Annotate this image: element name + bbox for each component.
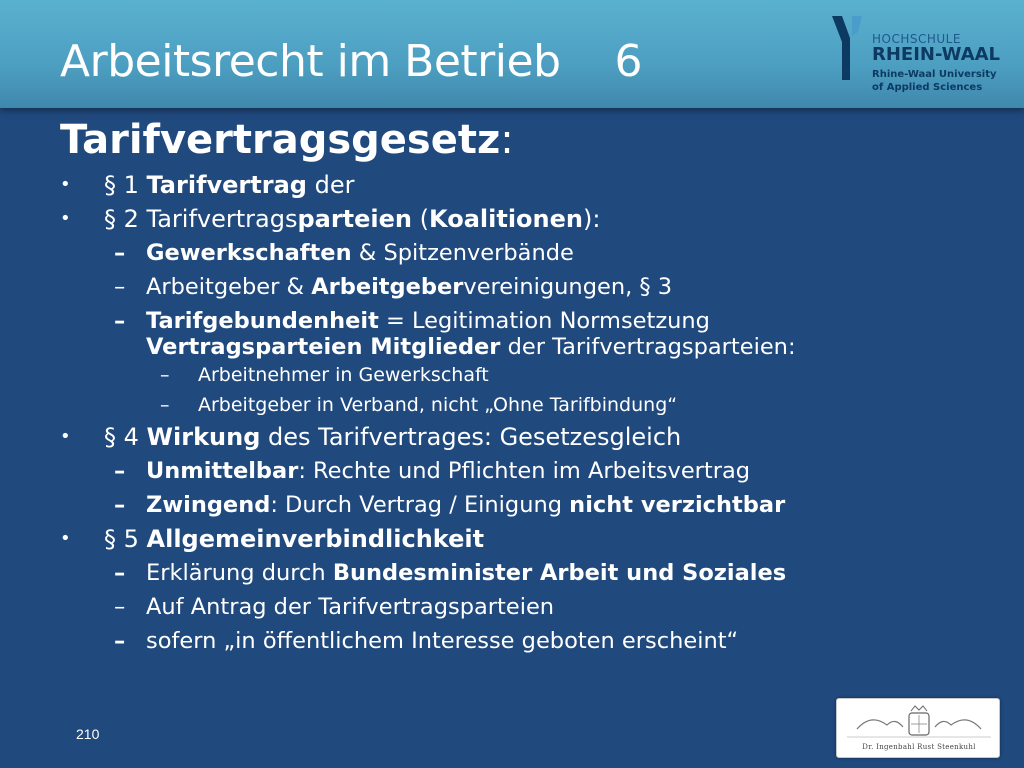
item-bold: Unmittelbar <box>146 458 299 484</box>
list-item <box>60 454 1010 488</box>
dash-marker: – <box>114 628 126 654</box>
item-text: Arbeitgeber & <box>146 274 312 300</box>
content-heading <box>60 114 1010 166</box>
page-number: 210 <box>76 726 100 742</box>
dash-marker: – <box>114 458 126 484</box>
logo-line-2: RHEIN-WAAL <box>872 44 1001 65</box>
item-bold: Bundesminister Arbeit und Soziales <box>332 560 787 586</box>
item-text: = Legitimation Normsetzung <box>378 308 710 334</box>
item-bold: Allgemeinverbindlichkeit <box>146 525 485 553</box>
y-logo-icon <box>828 12 868 84</box>
slide-content <box>60 114 1010 658</box>
heading-text: Tarifvertragsgesetz <box>60 117 501 163</box>
item-bold: Tarifvertrag <box>146 171 307 199</box>
item-text: des Tarifvertrages: Gesetzesgleich <box>260 423 682 451</box>
logo-line-1: HOCHSCHULE <box>872 32 961 46</box>
list-item <box>60 360 1010 390</box>
list-item <box>60 556 1010 590</box>
item-text: § 2 Tarifvertrags <box>104 205 298 233</box>
dash-marker: – <box>114 274 126 300</box>
coat-of-arms-icon <box>837 703 1001 743</box>
bullet-marker: • <box>60 208 71 229</box>
item-text: & Spitzenverbände <box>351 240 574 266</box>
dash-marker: – <box>160 394 170 416</box>
slide-title: Arbeitsrecht im Betrieb 6 <box>60 36 642 87</box>
item-text: § 1 <box>104 171 147 199</box>
list-item <box>60 420 1010 454</box>
heading-colon: : <box>500 117 514 163</box>
item-text: der Tarifvertragsparteien: <box>500 334 796 360</box>
item-text: sofern „in öffentlichem Interesse geboten erscheint“ <box>146 628 739 654</box>
dash-marker: – <box>114 240 126 266</box>
university-logo <box>828 12 1008 96</box>
item-text: Arbeitgeber in Verband, nicht „Ohne Tarifbindung“ <box>198 394 678 416</box>
item-text: der <box>306 171 355 199</box>
item-bold: Vertragsparteien Mitglieder <box>146 334 501 360</box>
bullet-marker: • <box>60 528 71 549</box>
list-item <box>60 168 1010 202</box>
item-continuation <box>146 334 1010 360</box>
dash-marker: – <box>114 308 126 334</box>
dash-marker: – <box>160 364 170 386</box>
logo-line-4: of Applied Sciences <box>872 82 983 93</box>
stamp-caption: Dr. Ingenbahl Rust Steenkuhl <box>862 743 976 751</box>
list-item <box>60 522 1010 556</box>
item-bold: Koalitionen <box>429 205 583 233</box>
item-text: : Rechte und Pflichten im Arbeitsvertrag <box>298 458 751 484</box>
list-item <box>60 488 1010 522</box>
item-bold: Tarifgebundenheit <box>146 308 379 334</box>
list-item <box>60 304 1010 360</box>
item-text: ): <box>582 205 601 233</box>
item-bold: Zwingend <box>146 492 271 518</box>
item-text: Arbeitnehmer in Gewerkschaft <box>198 364 489 386</box>
list-item <box>60 270 1010 304</box>
slide-header <box>0 0 1024 108</box>
list-item <box>60 624 1010 658</box>
item-text: vereinigungen, § 3 <box>463 274 673 300</box>
item-text: § 5 <box>104 525 147 553</box>
item-bold: parteien <box>297 205 413 233</box>
author-stamp <box>836 698 1000 758</box>
list-item <box>60 390 1010 420</box>
item-bold: Gewerkschaften <box>146 240 352 266</box>
list-item <box>60 590 1010 624</box>
item-text: Erklärung durch <box>146 560 333 586</box>
item-bold: Arbeitgeber <box>311 274 464 300</box>
item-bold: Wirkung <box>146 423 261 451</box>
item-text: ( <box>412 205 430 233</box>
bullet-marker: • <box>60 426 71 447</box>
logo-line-3: Rhine-Waal University <box>872 69 997 80</box>
item-text: § 4 <box>104 423 147 451</box>
list-item <box>60 202 1010 236</box>
item-bold: nicht verzichtbar <box>569 492 786 518</box>
item-text: : Durch Vertrag / Einigung <box>270 492 570 518</box>
dash-marker: – <box>114 560 126 586</box>
list-item <box>60 236 1010 270</box>
dash-marker: – <box>114 594 126 620</box>
item-text: Auf Antrag der Tarifvertragsparteien <box>146 594 555 620</box>
dash-marker: – <box>114 492 126 518</box>
bullet-marker: • <box>60 174 71 195</box>
